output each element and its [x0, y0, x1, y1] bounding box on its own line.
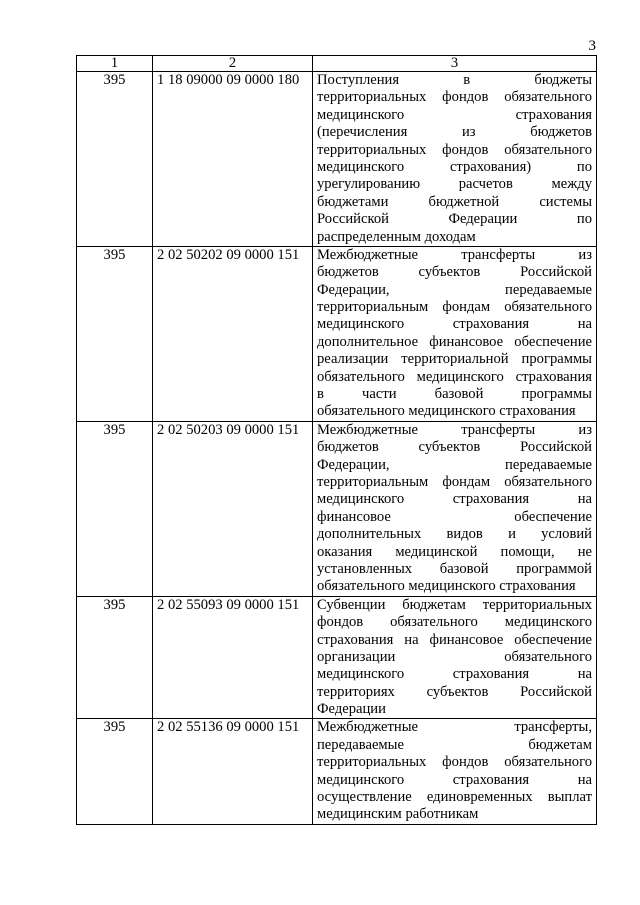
description-line: дополнительных видов и условий	[317, 526, 592, 543]
description-line: осуществление единовременных выплат	[317, 789, 592, 806]
description-cell	[313, 719, 597, 824]
description-line: реализации территориальной программы	[317, 351, 592, 368]
table-row	[77, 421, 597, 596]
admin-code-cell: 395	[77, 72, 153, 247]
description-line: медицинского страхования на	[317, 491, 592, 508]
description-line: медицинского страхования) по	[317, 158, 592, 175]
description-line: Российской Федерации по	[317, 211, 592, 228]
description-line: Межбюджетные трансферты,	[317, 719, 592, 736]
description-line: территориальным фондам обязательного	[317, 299, 592, 316]
table-header-row	[77, 56, 597, 72]
column-header-1: 1	[77, 56, 153, 72]
column-header-3: 3	[313, 56, 597, 72]
description-line: бюджетами бюджетной системы	[317, 193, 592, 210]
admin-code-cell: 395	[77, 246, 153, 421]
description-line: Межбюджетные трансферты из	[317, 421, 592, 438]
page-number: 3	[588, 38, 596, 54]
description-line: дополнительное финансовое обеспечение	[317, 333, 592, 350]
description-line: обязательного медицинского страхования	[317, 578, 576, 595]
description-line: территориальных фондов обязательного	[317, 141, 592, 158]
description-line: медицинского страхования на	[317, 771, 592, 788]
description-cell	[313, 596, 597, 719]
budget-code-cell: 2 02 50203 09 0000 151	[153, 421, 313, 596]
description-line: страхования на финансовое обеспечение	[317, 631, 592, 648]
description-line: бюджетов субъектов Российской	[317, 439, 592, 456]
description-cell	[313, 246, 597, 421]
table-row	[77, 719, 597, 824]
description-line: бюджетов субъектов Российской	[317, 264, 592, 281]
description-line: оказания медицинской помощи, не	[317, 543, 592, 560]
description-line: распределенным доходам	[317, 228, 476, 245]
description-line: медицинского страхования на	[317, 316, 592, 333]
description-line: организации обязательного	[317, 648, 592, 665]
budget-classification-table	[76, 55, 597, 825]
description-line: Федерации, передаваемые	[317, 281, 592, 298]
budget-code-cell: 2 02 55136 09 0000 151	[153, 719, 313, 824]
description-line: в части базовой программы	[317, 386, 592, 403]
description-line: обязательного медицинского страхования	[317, 403, 576, 420]
column-header-2: 2	[153, 56, 313, 72]
description-line: медицинского страхования на	[317, 666, 592, 683]
description-line: (перечисления из бюджетов	[317, 124, 592, 141]
description-line: территориальных фондов обязательного	[317, 754, 592, 771]
description-line: Федерации, передаваемые	[317, 456, 592, 473]
description-line: территориальным фондам обязательного	[317, 473, 592, 490]
table-row	[77, 246, 597, 421]
description-line: Поступления в бюджеты	[317, 72, 592, 88]
admin-code-cell: 395	[77, 596, 153, 719]
description-line: финансовое обеспечение	[317, 508, 592, 525]
table-row	[77, 596, 597, 719]
description-line: Федерации	[317, 701, 386, 718]
description-line: территориях субъектов Российской	[317, 683, 592, 700]
description-cell	[313, 72, 597, 247]
budget-code-cell: 1 18 09000 09 0000 180	[153, 72, 313, 247]
admin-code-cell: 395	[77, 421, 153, 596]
description-line: урегулированию расчетов между	[317, 176, 592, 193]
description-cell	[313, 421, 597, 596]
description-line: передаваемые бюджетам	[317, 736, 592, 753]
description-line: территориальных фондов обязательного	[317, 89, 592, 106]
description-line: Межбюджетные трансферты из	[317, 246, 592, 263]
table-row	[77, 72, 597, 247]
admin-code-cell: 395	[77, 719, 153, 824]
description-line: установленных базовой программой	[317, 560, 592, 577]
description-line: медицинским работникам	[317, 806, 479, 823]
table-body	[77, 56, 597, 825]
description-line: фондов обязательного медицинского	[317, 614, 592, 631]
budget-code-cell: 2 02 55093 09 0000 151	[153, 596, 313, 719]
budget-code-cell: 2 02 50202 09 0000 151	[153, 246, 313, 421]
description-line: Субвенции бюджетам территориальных	[317, 596, 592, 613]
description-line: обязательного медицинского страхования	[317, 368, 592, 385]
description-line: медицинского страхования	[317, 106, 592, 123]
